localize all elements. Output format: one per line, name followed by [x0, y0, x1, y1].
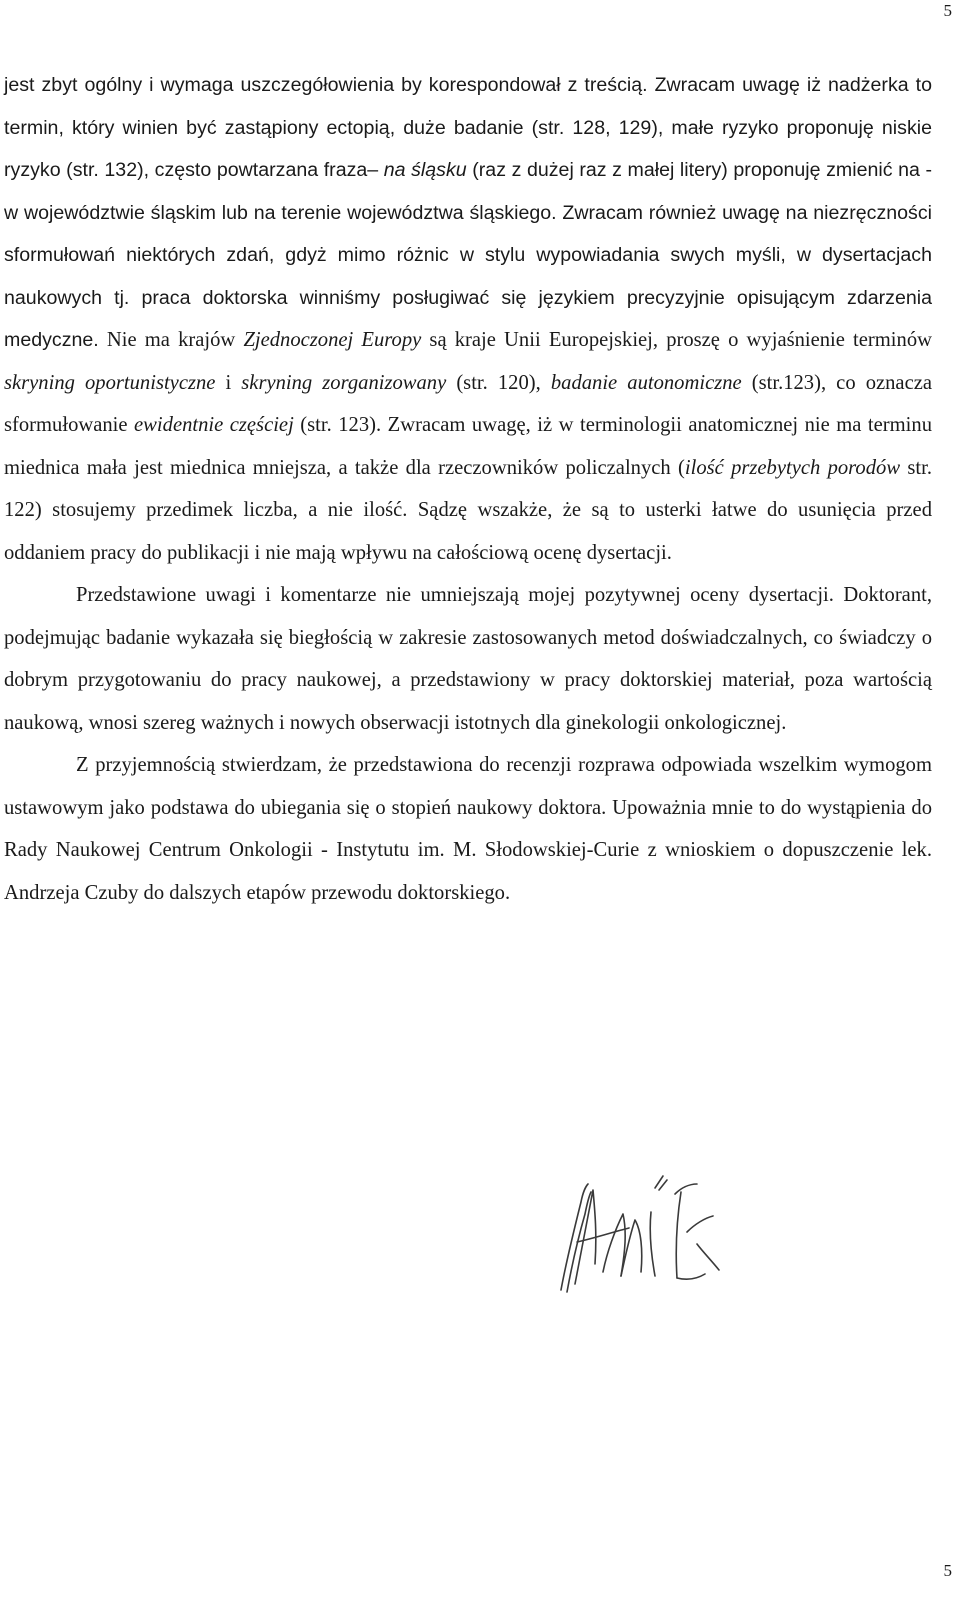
page-number-bottom: 5	[943, 1561, 952, 1580]
italic-term: Zjednoczonej Europy	[243, 329, 422, 351]
italic-term: skryning oportunistyczne	[4, 371, 216, 394]
italic-term: badanie autonomiczne	[550, 371, 742, 394]
text-run: (str.123), co oznacza sformułowanie	[4, 371, 932, 436]
text-run: (str. 123). Zwracam uwagę, iż w terminologii anatomicznej nie ma terminu miednica mała jest miednica mniejsza, a także dla rzeczowników policzalnych (	[4, 414, 932, 479]
signature-icon	[555, 1172, 745, 1296]
text-run: i	[215, 371, 242, 394]
text-run: są kraje Unii Europejskiej, proszę o wyjaśnienie terminów	[421, 329, 932, 351]
paragraph-assessment: Przedstawione uwagi i komentarze nie umniejszają mojej pozytywnej oceny dysertacji. Doktorant, podejmując badanie wykazała się biegłością w zakresie zastosowanych metod doświadczalnych, co świadczy o dobrym przygotowaniu do pracy naukowej, a przedstawiony w pracy doktorskiej materiał, poza wartością naukową, wnosi szereg ważnych i nowych obserwacji istotnych dla ginekologii onkologicznej.	[4, 584, 932, 734]
italic-term: ilość przebytych porodów	[684, 456, 901, 479]
italic-term: na śląsku	[383, 159, 467, 181]
text-run: (str. 120),	[446, 371, 551, 394]
italic-term: ewidentnie częściej	[134, 414, 294, 436]
paragraph-comments	[4, 64, 932, 574]
text-run: str. 122) stosujemy przedimek liczba, a nie ilość. Sądzę wszakże, że są to usterki łatwe do usunięcia przed oddaniem pracy do publikacji i nie mają wpływu na całościową ocenę dysertacji.	[4, 456, 932, 564]
paragraph-conclusion: Z przyjemnością stwierdzam, że przedstawiona do recenzji rozprawa odpowiada wszelkim wymogom ustawowym jako podstawa do ubiegania się o stopień naukowy doktora. Upoważnia mnie to do wystąpienia do Rady Naukowej Centrum Onkologii - Instytutu im. M. Słodowskiej-Curie z wnioskiem o dopuszczenie lek. Andrzeja Czuby do dalszych etapów przewodu doktorskiego.	[4, 754, 932, 904]
text-run: Nie ma krajów	[98, 329, 244, 351]
document-body	[4, 64, 932, 914]
text-run: (raz z dużej raz z małej litery) proponuję zmienić na - w województwie śląskim lub na terenie województwa śląskiego. Zwracam również uwagę na niezręczności sformułowań niektórych zdań, gdyż mimo różnic w stylu wypowiadania swych myśli, w dysertacjach naukowych tj. praca doktorska winniśmy posługiwać się językiem precyzyjnie opisującym zdarzenia medyczne.	[4, 159, 933, 351]
page-number-top: 5	[943, 1, 952, 20]
text-run: jest zbyt ogólny i wymaga uszczegółowienia by korespondował z treścią. Zwracam uwagę iż nadżerka to termin, który winien być zastąpiony ectopią, duże badanie (str. 128, 129), małe ryzyko proponuję niskie ryzyko (str. 132), często powtarzana fraza–	[4, 74, 932, 181]
italic-term: skryning zorganizowany	[241, 371, 447, 394]
